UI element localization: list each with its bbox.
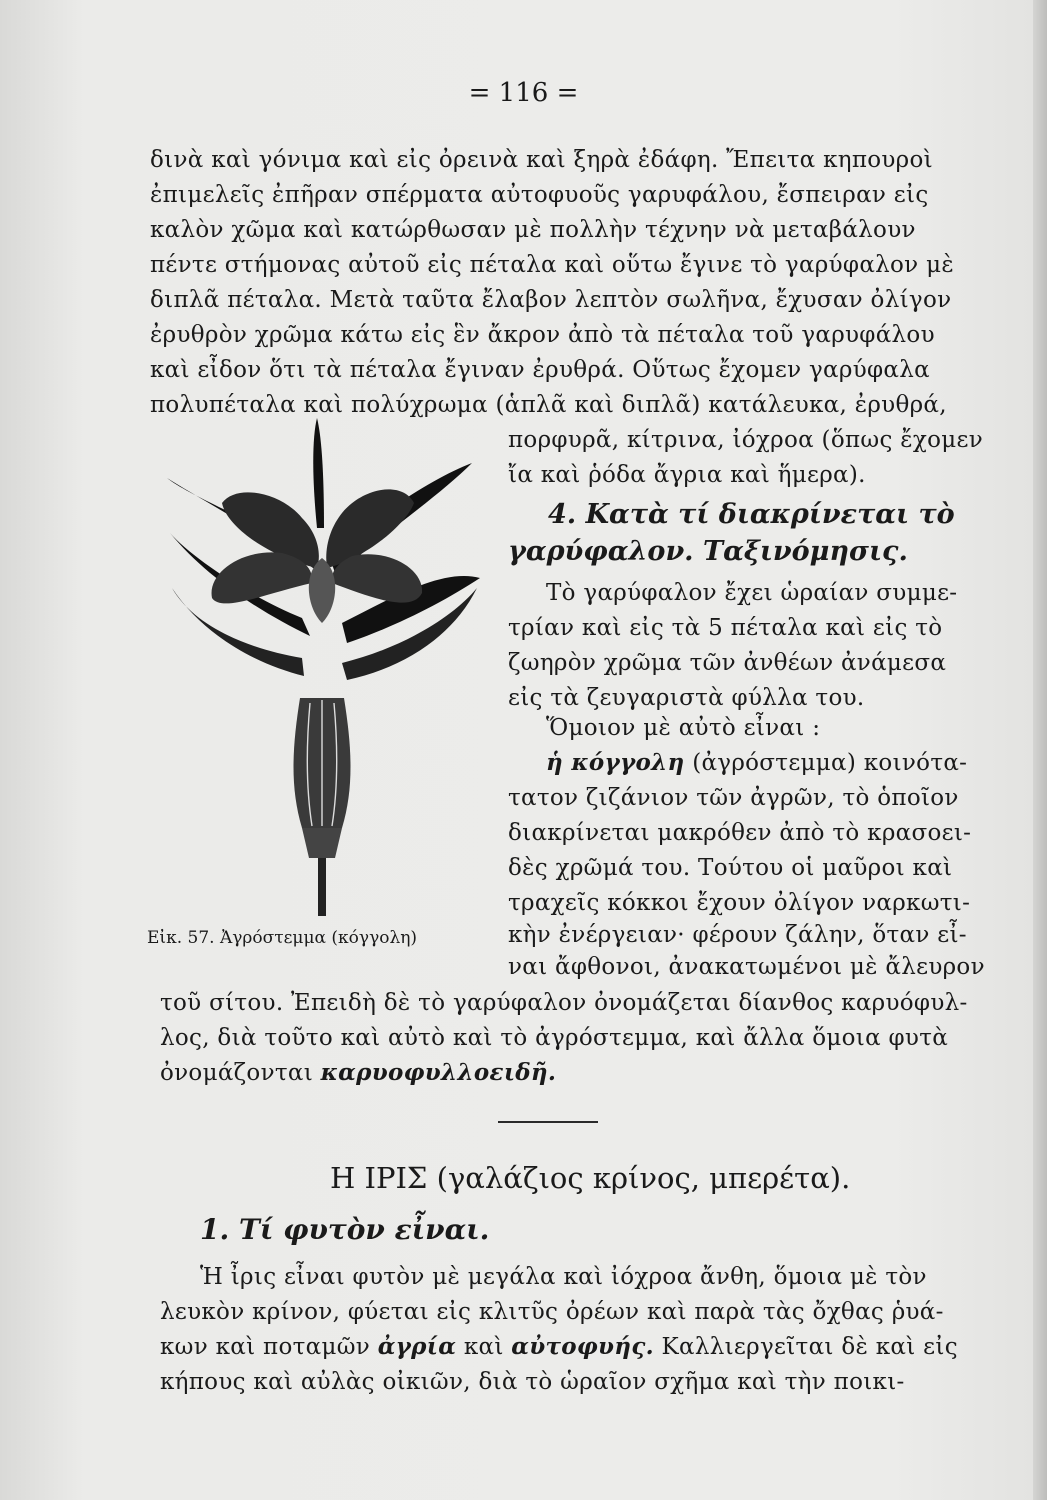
iris-subheading: 1. Τί φυτὸν εἶναι. [200,1213,490,1246]
term-autofyis: αὐτοφυής. [511,1333,654,1360]
section-divider [498,1121,598,1123]
text-line: καλὸν χῶμα καὶ κατώρθωσαν μὲ πολλὴν τέχνην νὰ μεταβάλουν [150,217,916,243]
text-span: (ἀγρόστεμμα) κοινότα- [684,750,968,776]
text-line: διπλᾶ πέταλα. Μετὰ ταῦτα ἔλαβον λεπτὸν σωλῆνα, ἔχυσαν ὀλίγον [150,287,952,313]
text-line: Τὸ γαρύφαλον ἔχει ὡραίαν συμμε- [546,580,958,606]
text-span: κων καὶ ποταμῶν [160,1334,378,1360]
text-line: ἐπιμελεῖς ἐπῆραν σπέρματα αὐτοφυοῦς γαρυφάλου, ἔσπειραν εἰς [150,182,929,208]
text-line: δινὰ καὶ γόνιμα καὶ εἰς ὀρεινὰ καὶ ξηρὰ ἐδάφη. Ἔπειτα κηπουροὶ [150,147,933,173]
text-line: κὴν ἐνέργειαν· φέρουν ζάλην, ὅταν εἶ- [508,922,967,948]
text-line: τοῦ σίτου. Ἐπειδὴ δὲ τὸ γαρύφαλον ὀνομάζεται δίανθος καρυόφυλ- [160,990,968,1016]
section-heading: γαρύφαλον. Ταξινόμησις. [508,536,908,567]
text-line: Ὅμοιον μὲ αὐτὸ εἶναι : [546,715,821,741]
text-line: ζωηρὸν χρῶμα τῶν ἀνθέων ἀνάμεσα [508,650,947,676]
text-line: λευκὸν κρίνον, φύεται εἰς κλιτῦς ὀρέων καὶ παρὰ τὰς ὄχθας ῥυά- [160,1299,944,1325]
text-line: εἰς τὰ ζευγαριστὰ φύλλα του. [508,685,865,711]
text-line [546,748,967,778]
agrostemma-flower-illustration [152,408,487,918]
term-caryophylloid: καρυοφυλλοειδῆ. [320,1059,557,1086]
text-line: τατον ζιζάνιον τῶν ἀγρῶν, τὸ ὁποῖον [508,785,959,811]
text-line [160,1058,556,1088]
figure-caption: Εἰκ. 57. Ἀγρόστεμμα (κόγγολη) [147,928,418,948]
text-line: ναι ἄφθονοι, ἀνακατωμένοι μὲ ἄλευρον [508,954,985,980]
text-span: ὀνομάζονται [160,1060,321,1086]
page-edge [1033,0,1047,1500]
term-agria: ἀγρία [377,1333,457,1360]
text-line: διακρίνεται μακρόθεν ἀπὸ τὸ κρασοει- [508,820,972,846]
section-heading: 4. Κατὰ τί διακρίνεται τὸ [548,499,955,530]
text-line: τραχεῖς κόκκοι ἔχουν ὀλίγον ναρκωτι- [508,890,971,916]
text-line: δὲς χρῶμά του. Τούτου οἱ μαῦροι καὶ [508,855,953,881]
text-line: ἴα καὶ ῥόδα ἄγρια καὶ ἥμερα). [508,462,866,488]
term-kongoli: ἡ κόγγολη [546,749,685,776]
text-line [160,1332,958,1362]
text-line: κήπους καὶ αὐλὰς οἰκιῶν, διὰ τὸ ὡραῖον σχῆμα καὶ τὴν ποικι- [160,1369,905,1395]
text-line: καὶ εἶδον ὅτι τὰ πέταλα ἔγιναν ἐρυθρά. Οὕτως ἔχομεν γαρύφαλα [150,357,930,383]
text-line: λος, διὰ τοῦτο καὶ αὐτὸ καὶ τὸ ἀγρόστεμμα, καὶ ἄλλα ὅμοια φυτὰ [160,1025,949,1051]
text-line: ἐρυθρὸν χρῶμα κάτω εἰς ἓν ἄκρον ἀπὸ τὰ πέταλα τοῦ γαρυφάλου [150,322,935,348]
text-span: Καλλιεργεῖται δὲ καὶ εἰς [653,1334,958,1360]
text-line: τρίαν καὶ εἰς τὰ 5 πέταλα καὶ εἰς τὸ [508,615,943,641]
page-number: = 116 = [468,78,579,108]
text-line: πορφυρᾶ, κίτρινα, ἰόχροα (ὅπως ἔχομεν [508,427,984,453]
text-line: Ἡ ἶρις εἶναι φυτὸν μὲ μεγάλα καὶ ἰόχροα ἄνθη, ὅμοια μὲ τὸν [200,1264,927,1290]
text-line: πέντε στήμονας αὐτοῦ εἰς πέταλα καὶ οὕτω ἔγινε τὸ γαρύφαλον μὲ [150,252,954,278]
text-span: καὶ [456,1334,512,1360]
iris-section-title: Η ΙΡΙΣ (γαλάζιος κρίνος, μπερέτα). [330,1161,851,1195]
text-line: πολυπέταλα καὶ πολύχρωμα (ἁπλᾶ καὶ διπλᾶ) κατάλευκα, ἐρυθρά, [150,392,947,418]
